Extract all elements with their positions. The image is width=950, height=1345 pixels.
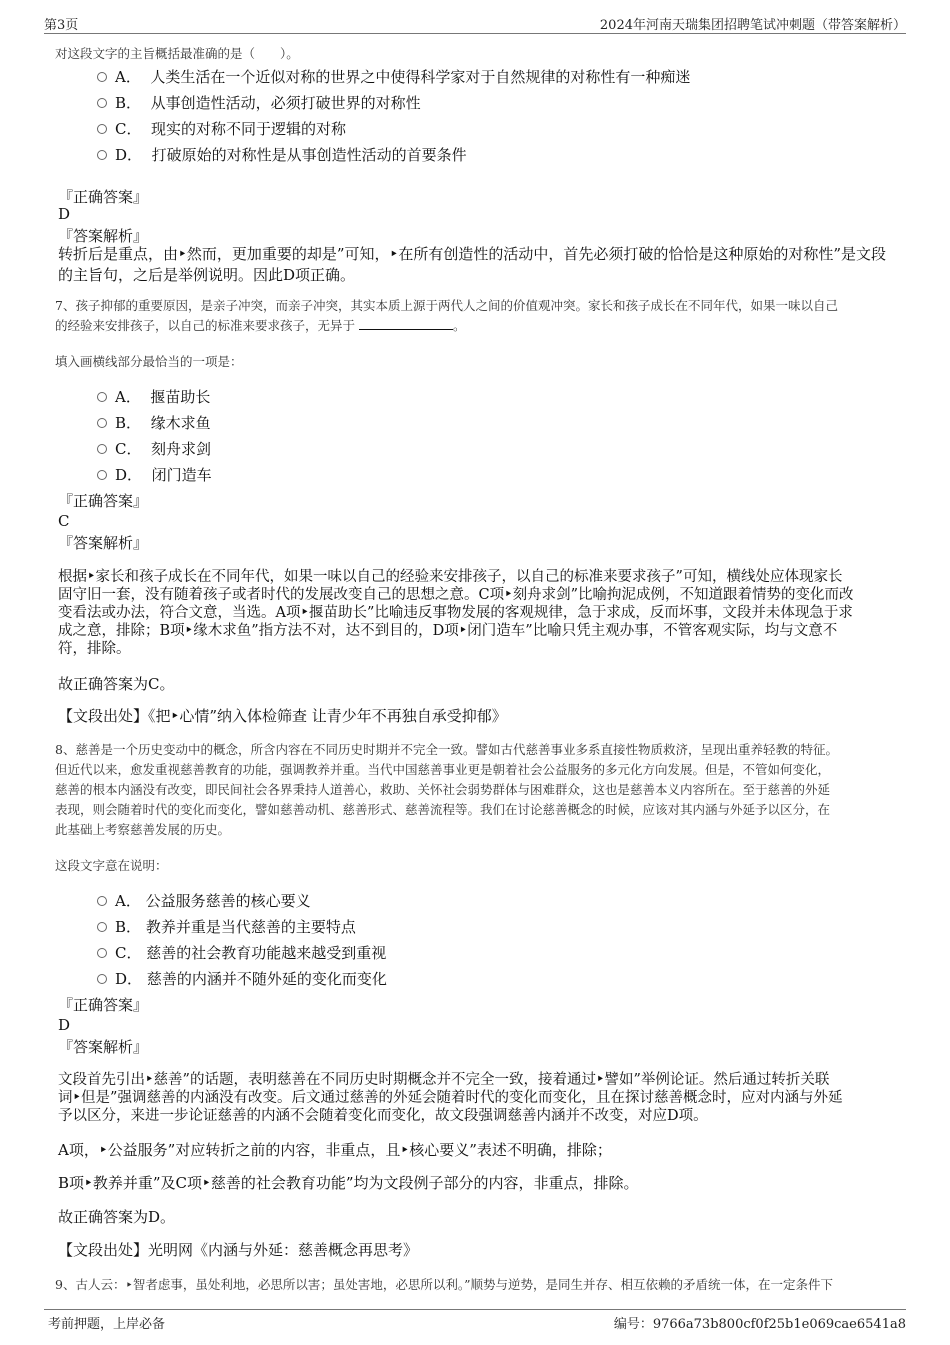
q8-option-c[interactable]: C． 慈善的社会教育功能越来越受到重视 [97,942,386,964]
page-header [44,12,906,32]
q7-source: 【文段出处】《把‣心情”纳入体检筛查 让青少年不再独自承受抑郁》 [58,707,507,725]
radio-icon[interactable] [97,150,107,160]
q6-analysis-label: 『答案解析』 [58,227,149,245]
radio-icon[interactable] [97,392,107,402]
radio-icon[interactable] [97,974,107,984]
footer-divider [44,1309,906,1310]
radio-icon[interactable] [97,72,107,82]
radio-icon[interactable] [97,470,107,480]
q7-conclusion: 故正确答案为C。 [58,675,175,693]
document-title: 2024年河南天瑞集团招聘笔试冲刺题（带答案解析） [599,18,906,33]
q8-answer: D [58,1016,71,1034]
q7-analysis: 根据‣家长和孩子成长在不同年代，如果一味以自己的经验来安排孩子，以自己的标准来要求孩子”可知，横线处应体现家长 固守旧一套，没有随着孩子或者时代的发展改变自己的思想之意。C项‣刻舟求剑”比喻拘泥成例，不知道跟着情势的变化而改 变看法或办法，符合文意，当选。A项‣揠苗助长”比喻违反事物发展的客观规律，急于求成，反而坏事，文段并未体现急于求 成之意，排除；B项‣缘木求鱼”指方法不对，达不到目的，D项‣闭门造车”比喻只凭主观办事，不管客观实际，均与文意不 符，排除。 [58,569,854,657]
q6-answer: D [58,205,71,223]
q8-analysis-a: A项，‣公益服务”对应转折之前的内容，非重点，且‣核心要义”表述不明确，排除； [58,1141,612,1159]
q7-option-b[interactable]: B． 缘木求鱼 [97,412,211,434]
footer-slogan: 考前押题，上岸必备 [48,1317,166,1332]
q8-analysis-bc: B项‣教养并重”及C项‣慈善的社会教育功能”均为文段例子部分的内容，非重点，排除。 [58,1174,639,1192]
q8-source: 【文段出处】光明网《内涵与外延：慈善概念再思考》 [58,1241,419,1259]
q6-answer-label: 『正确答案』 [58,188,149,206]
q7-answer: C [58,512,70,530]
q6-option-c[interactable]: C． 现实的对称不同于逻辑的对称 [97,118,346,140]
q8-conclusion: 故正确答案为D。 [58,1208,176,1226]
fill-blank [359,317,453,330]
q7-answer-label: 『正确答案』 [58,492,149,510]
radio-icon[interactable] [97,948,107,958]
q7-prompt: 填入画横线部分最恰当的一项是： [55,354,243,369]
page-number: 第3页 [44,18,79,33]
q7-analysis-label: 『答案解析』 [58,534,149,552]
q8-answer-label: 『正确答案』 [58,996,149,1014]
radio-icon[interactable] [97,444,107,454]
radio-icon[interactable] [97,418,107,428]
header-divider [44,33,906,34]
q8-option-b[interactable]: B． 教养并重是当代慈善的主要特点 [97,916,356,938]
document-code: 编号：9766a73b800cf0f25b1e069cae6541a8 [613,1317,906,1332]
q7-option-d[interactable]: D． 闭门造车 [97,464,212,486]
q7-option-c[interactable]: C． 刻舟求剑 [97,438,211,460]
q7-stem: 7、孩子抑郁的重要原因，是亲子冲突，而亲子冲突，其实本质上源于两代人之间的价值观冲突。家长和孩子成长在不同年代，如果一味以自己 的经验来安排孩子，以自己的标准来要求孩子，无异于 。 [55,298,838,333]
q9-stem: 9、古人云：‣智者虑事，虽处利地，必思所以害；虽处害地，必思所以利。”顺势与逆势，是同生并存、相互依赖的矛盾统一体，在一定条件下 [55,1277,833,1292]
q8-option-a[interactable]: A． 公益服务慈善的核心要义 [97,890,311,912]
q6-option-d[interactable]: D． 打破原始的对称性是从事创造性活动的首要条件 [97,144,467,166]
radio-icon[interactable] [97,98,107,108]
q6-stem: 对这段文字的主旨概括最准确的是（ ）。 [55,46,299,61]
q8-prompt: 这段文字意在说明： [55,858,168,873]
q6-option-b[interactable]: B． 从事创造性活动，必须打破世界的对称性 [97,92,421,114]
radio-icon[interactable] [97,124,107,134]
q8-option-d[interactable]: D． 慈善的内涵并不随外延的变化而变化 [97,968,387,990]
q8-analysis-label: 『答案解析』 [58,1038,149,1056]
q6-analysis: 转折后是重点，由‣然而，更加重要的却是”可知，‣在所有创造性的活动中，首先必须打破的恰恰是这种原始的对称性”是文段 的主旨句，之后是举例说明。因此D项正确。 [58,245,887,284]
page-footer [44,1313,906,1333]
q8-analysis: 文段首先引出‣慈善”的话题，表明慈善在不同历史时期概念并不完全一致，接着通过‣譬如”举例论证。然后通过转折关联 词‣但是”强调慈善的内涵没有改变。后文通过慈善的外延会随着时代的变化而变化，且在探讨慈善概念时，应对内涵与外延 予以区分，来进一步论证慈善的内涵不会随着变化而变化，故文段强调慈善内涵并不改变，对应D项。 [58,1072,843,1124]
q6-option-a[interactable]: A． 人类生活在一个近似对称的世界之中使得科学家对于自然规律的对称性有一种痴迷 [97,66,690,88]
radio-icon[interactable] [97,896,107,906]
q7-option-a[interactable]: A． 揠苗助长 [97,386,210,408]
q8-stem: 8、慈善是一个历史变动中的概念，所含内容在不同历史时期并不完全一致。譬如古代慈善事业多系直接性物质救济，呈现出重养轻教的特征。 但近代以来，愈发重视慈善教育的功能，强调教养并重。当代中国慈善事业更是朝着社会公益服务的多元化方向发展。但是，不管如何变化， 慈善的根本内涵没有改变，即民间社会各界秉持人道善心，救助、关怀社会弱势群体与困难群众，这也是慈善本义内容所在。至于慈善的外延 表现，则会随着时代的变化而变化，譬如慈善动机、慈善形式、慈善流程等。我们在讨论慈善概念的时候，应该对其内涵与外延予以区分，在 此基础上考察慈善发展的历史。 [55,742,838,837]
radio-icon[interactable] [97,922,107,932]
